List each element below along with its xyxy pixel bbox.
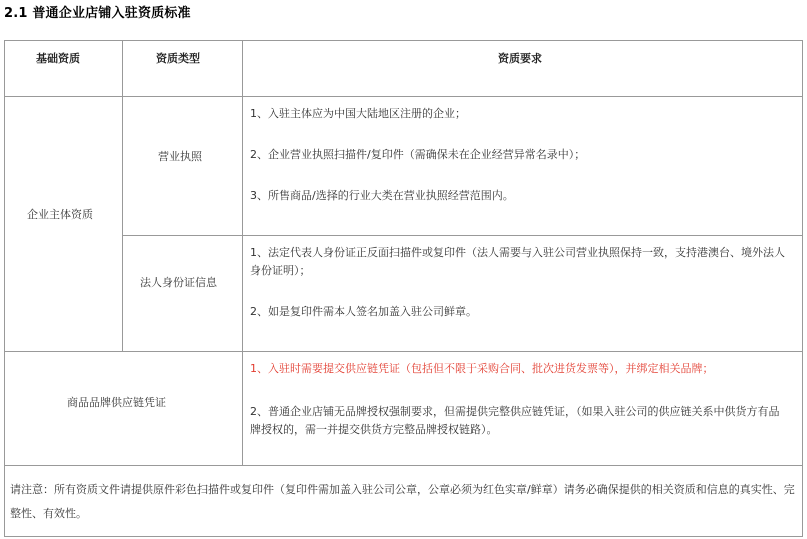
note-text: 请注意：所有资质文件请提供原件彩色扫描件或复印件（复印件需加盖入驻公司公章，公章必须为红色实章/鲜章）请务必确保提供的相关资质和信息的真实性、完整性、有效性。	[10, 483, 795, 520]
qualification-type-cell: 营业执照	[158, 150, 202, 163]
qualification-type-cell: 法人身份证信息	[140, 276, 217, 289]
requirement-line: 2、如是复印件需本人签名加盖入驻公司鲜章。	[250, 305, 477, 318]
requirement-line: 3、所售商品/选择的行业大类在营业执照经营范围内。	[250, 189, 514, 202]
header-basic: 基础资质	[36, 52, 80, 65]
divider	[122, 235, 803, 236]
requirement-line: 1、入驻主体应为中国大陆地区注册的企业；	[250, 107, 466, 120]
section-title: 2.1 普通企业店铺入驻资质标准	[4, 6, 191, 21]
divider	[4, 351, 803, 352]
basic-qualification-cell: 商品品牌供应链凭证	[67, 396, 166, 409]
divider	[4, 465, 803, 466]
requirement-line: 2、普通企业店铺无品牌授权强制要求，但需提供完整供应链凭证，（如果入驻公司的供应链关系中供货方有品牌授权的，需一并提交供货方完整品牌授权链路）。	[250, 405, 780, 436]
basic-qualification-cell: 企业主体资质	[27, 208, 93, 221]
requirement-line: 1、法定代表人身份证正反面扫描件或复印件（法人需要与入驻公司营业执照保持一致，支持港澳台、境外法人身份证明）；	[250, 246, 785, 277]
header-type: 资质类型	[156, 52, 200, 65]
divider	[4, 96, 803, 97]
divider	[122, 40, 123, 352]
requirement-line: 2、企业营业执照扫描件/复印件（需确保未在企业经营异常名录中）；	[250, 148, 586, 161]
divider	[242, 40, 243, 466]
header-requirement: 资质要求	[498, 52, 542, 65]
requirement-line-highlight: 1、入驻时需要提交供应链凭证（包括但不限于采购合同、批次进货发票等），并绑定相关品牌；	[250, 362, 714, 375]
